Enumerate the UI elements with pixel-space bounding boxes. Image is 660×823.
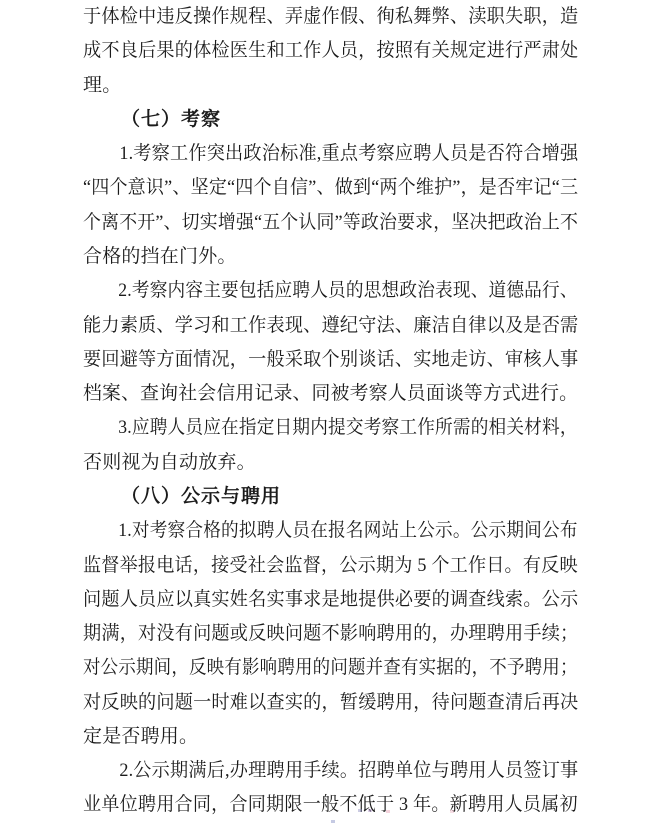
heading-line: （七）考察 (121, 108, 222, 130)
text-line: 能力素质、学习和工作表现、遵纪守法、廉洁自律以及是否需 (83, 314, 579, 336)
document-content (83, 0, 578, 823)
section-heading (83, 103, 578, 137)
text-line: 2.公示期满后,办理聘用手续。招聘单位与聘用人员签订事 (119, 760, 579, 782)
paragraph (83, 754, 578, 823)
paragraph (83, 0, 578, 103)
text-line: 2.考察内容主要包括应聘人员的思想政治表现、道德品行、 (118, 280, 578, 302)
text-line: 要回避等方面情况，一般采取个别谈话、实地走访、审核人事 (83, 348, 579, 370)
text-line: 问题人员应以真实姓名实事求是地提供必要的调查线索。公示 (83, 588, 579, 610)
page-number-artifact (358, 809, 362, 812)
text-line: 于体检中违反操作规程、弄虚作假、徇私舞弊、渎职失职，造 (83, 6, 579, 27)
text-line: 3.应聘人员应在指定日期内提交考察工作所需的相关材料， (118, 417, 578, 439)
text-line: 个离不开”、切实增强“五个认同”等政治要求，坚决把政治上不 (83, 211, 579, 233)
text-line: 否则视为自动放弃。 (83, 451, 256, 473)
text-line: 业单位聘用合同，合同期限一般不低于 3 年。新聘用人员属初 (83, 794, 578, 816)
paragraph (83, 411, 578, 480)
text-line: 1.考察工作突出政治标准,重点考察应聘人员是否符合增强 (119, 143, 579, 165)
text-line: 理。 (83, 74, 122, 96)
section-heading (83, 480, 578, 514)
paragraph (83, 274, 578, 411)
text-line: “四个意识”、坚定“四个自信”、做到“两个维护”，是否牢记“三 (83, 177, 579, 199)
text-line: 档案、查询社会信用记录、同被考察人员面谈等方式进行。 (83, 383, 579, 405)
paragraph (83, 514, 578, 754)
text-line: 合格的挡在门外。 (83, 245, 237, 267)
paragraph (83, 137, 578, 274)
heading-line: （八）公示与聘用 (121, 485, 282, 507)
text-line: 监督举报电话，接受社会监督，公示期为 5 个工作日。有反映 (83, 554, 578, 576)
text-line: 成不良后果的体检医生和工作人员，按照有关规定进行严肃处 (83, 40, 579, 62)
text-line: 对反映的问题一时难以查实的，暂缓聘用，待问题查清后再决 (83, 691, 579, 713)
text-line: 对公示期间，反映有影响聘用的问题并查有实据的，不予聘用； (83, 657, 578, 679)
text-line: 1.对考察合格的拟聘人员在报名网站上公示。公示期间公布 (118, 520, 578, 542)
text-line: 定是否聘用。 (83, 725, 199, 747)
text-line: 期满，对没有问题或反映问题不影响聘用的，办理聘用手续； (83, 623, 579, 645)
